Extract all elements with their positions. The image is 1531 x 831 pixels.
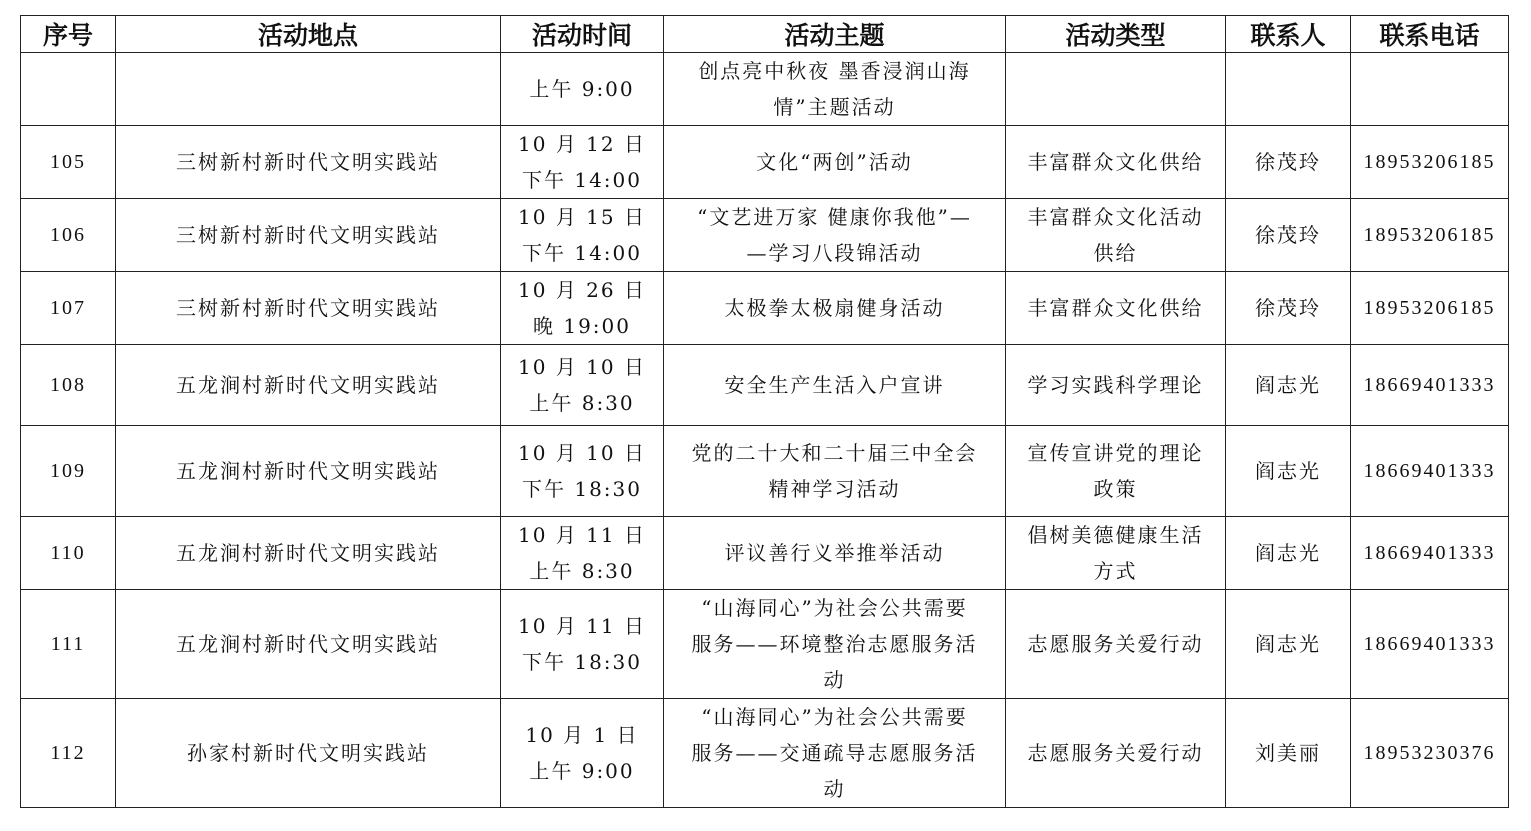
table-row	[21, 590, 1509, 699]
cell-phone: 18953206185	[1351, 199, 1509, 272]
header-row	[21, 16, 1509, 53]
cell-time-line: 10 月 11 日	[518, 523, 646, 547]
table-row	[21, 699, 1509, 808]
cell-theme-line: 太极拳太极扇健身活动	[724, 296, 945, 320]
cell-theme-line: 精神学习活动	[768, 477, 901, 501]
header-time: 活动时间	[501, 16, 664, 53]
cell-theme	[664, 590, 1006, 699]
cell-contact: 阎志光	[1226, 345, 1351, 426]
cell-type-line: 丰富群众文化供给	[1027, 296, 1204, 320]
cell-type	[1006, 272, 1226, 345]
cell-contact: 阎志光	[1226, 590, 1351, 699]
cell-time-line: 上午 9:00	[529, 77, 635, 101]
cell-time	[501, 126, 664, 199]
cell-time-line: 10 月 10 日	[518, 441, 646, 465]
cell-time	[501, 199, 664, 272]
cell-theme	[664, 199, 1006, 272]
cell-theme-line: 安全生产生活入户宣讲	[724, 373, 945, 397]
cell-type	[1006, 53, 1226, 126]
cell-contact	[1226, 53, 1351, 126]
cell-contact: 阎志光	[1226, 426, 1351, 517]
cell-type-line: 志愿服务关爱行动	[1027, 632, 1204, 656]
cell-contact: 徐茂玲	[1226, 126, 1351, 199]
cell-theme-line: 党的二十大和二十届三中全会	[691, 441, 978, 465]
cell-phone: 18669401333	[1351, 426, 1509, 517]
activity-schedule-table	[20, 15, 1509, 808]
table-row	[21, 426, 1509, 517]
cell-place: 五龙涧村新时代文明实践站	[116, 345, 501, 426]
cell-type-line: 宣传宣讲党的理论	[1027, 441, 1204, 465]
cell-time	[501, 590, 664, 699]
cell-contact: 徐茂玲	[1226, 199, 1351, 272]
cell-time	[501, 345, 664, 426]
cell-theme-line: 服务——环境整治志愿服务活	[691, 632, 978, 656]
cell-theme	[664, 126, 1006, 199]
cell-type	[1006, 126, 1226, 199]
cell-no: 105	[21, 126, 116, 199]
table-row	[21, 126, 1509, 199]
cell-place: 三树新村新时代文明实践站	[116, 199, 501, 272]
cell-theme	[664, 53, 1006, 126]
header-contact: 联系人	[1226, 16, 1351, 53]
header-phone: 联系电话	[1351, 16, 1509, 53]
cell-theme-line: 评议善行义举推举活动	[724, 541, 945, 565]
cell-type-line: 志愿服务关爱行动	[1027, 741, 1204, 765]
cell-time-line: 10 月 10 日	[518, 355, 646, 379]
cell-contact: 徐茂玲	[1226, 272, 1351, 345]
cell-theme-line: —学习八段锦活动	[746, 241, 923, 265]
cell-place: 五龙涧村新时代文明实践站	[116, 517, 501, 590]
cell-no	[21, 53, 116, 126]
cell-theme-line: 动	[823, 668, 846, 692]
cell-theme-line: “山海同心”为社会公共需要	[701, 596, 968, 620]
cell-phone: 18669401333	[1351, 345, 1509, 426]
cell-theme	[664, 699, 1006, 808]
cell-type	[1006, 590, 1226, 699]
cell-no: 106	[21, 199, 116, 272]
cell-time-line: 晚 19:00	[533, 314, 631, 338]
cell-phone	[1351, 53, 1509, 126]
cell-phone: 18953206185	[1351, 126, 1509, 199]
cell-type-line: 丰富群众文化供给	[1027, 150, 1204, 174]
cell-type-line: 政策	[1093, 477, 1138, 501]
cell-time	[501, 53, 664, 126]
cell-place: 孙家村新时代文明实践站	[116, 699, 501, 808]
cell-theme-line: 情”主题活动	[773, 95, 896, 119]
cell-place: 五龙涧村新时代文明实践站	[116, 426, 501, 517]
cell-theme	[664, 345, 1006, 426]
cell-time	[501, 517, 664, 590]
cell-time	[501, 699, 664, 808]
cell-time-line: 下午 14:00	[522, 241, 642, 265]
cell-time	[501, 272, 664, 345]
cell-type	[1006, 426, 1226, 517]
cell-time	[501, 426, 664, 517]
cell-theme	[664, 517, 1006, 590]
cell-type-line: 倡树美德健康生活	[1027, 523, 1204, 547]
table-row	[21, 199, 1509, 272]
cell-no: 108	[21, 345, 116, 426]
cell-type	[1006, 517, 1226, 590]
table-row	[21, 345, 1509, 426]
cell-theme-line: 服务——交通疏导志愿服务活	[691, 741, 978, 765]
cell-time-line: 上午 8:30	[529, 559, 635, 583]
cell-phone: 18669401333	[1351, 517, 1509, 590]
header-place: 活动地点	[116, 16, 501, 53]
cell-type	[1006, 199, 1226, 272]
cell-no: 110	[21, 517, 116, 590]
cell-time-line: 上午 8:30	[529, 391, 635, 415]
cell-type-line: 丰富群众文化活动	[1027, 205, 1204, 229]
cell-phone: 18669401333	[1351, 590, 1509, 699]
cell-theme-line: 动	[823, 777, 846, 801]
cell-type	[1006, 699, 1226, 808]
cell-no: 109	[21, 426, 116, 517]
table-row	[21, 53, 1509, 126]
table-row	[21, 517, 1509, 590]
cell-time-line: 下午 18:30	[522, 477, 642, 501]
header-type: 活动类型	[1006, 16, 1226, 53]
cell-type-line: 方式	[1093, 559, 1138, 583]
cell-theme-line: “文艺进万家 健康你我他”—	[697, 205, 972, 229]
cell-place: 五龙涧村新时代文明实践站	[116, 590, 501, 699]
cell-theme-line: 创点亮中秋夜 墨香浸润山海	[698, 59, 971, 83]
cell-time-line: 下午 18:30	[522, 650, 642, 674]
table-row	[21, 272, 1509, 345]
header-no: 序号	[21, 16, 116, 53]
cell-place: 三树新村新时代文明实践站	[116, 126, 501, 199]
cell-time-line: 10 月 15 日	[518, 205, 646, 229]
cell-no: 111	[21, 590, 116, 699]
cell-theme	[664, 426, 1006, 517]
cell-type-line: 学习实践科学理论	[1027, 373, 1204, 397]
cell-place	[116, 53, 501, 126]
cell-contact: 刘美丽	[1226, 699, 1351, 808]
cell-time-line: 10 月 11 日	[518, 614, 646, 638]
cell-contact: 阎志光	[1226, 517, 1351, 590]
cell-phone: 18953206185	[1351, 272, 1509, 345]
cell-time-line: 上午 9:00	[529, 759, 635, 783]
cell-theme-line: 文化“两创”活动	[756, 150, 913, 174]
cell-no: 107	[21, 272, 116, 345]
cell-time-line: 10 月 1 日	[525, 723, 639, 747]
cell-time-line: 10 月 26 日	[518, 278, 646, 302]
cell-type-line: 供给	[1093, 241, 1138, 265]
cell-time-line: 10 月 12 日	[518, 132, 646, 156]
cell-phone: 18953230376	[1351, 699, 1509, 808]
cell-theme-line: “山海同心”为社会公共需要	[701, 705, 968, 729]
cell-place: 三树新村新时代文明实践站	[116, 272, 501, 345]
cell-theme	[664, 272, 1006, 345]
cell-time-line: 下午 14:00	[522, 168, 642, 192]
header-theme: 活动主题	[664, 16, 1006, 53]
cell-no: 112	[21, 699, 116, 808]
table-body	[21, 53, 1509, 808]
cell-type	[1006, 345, 1226, 426]
